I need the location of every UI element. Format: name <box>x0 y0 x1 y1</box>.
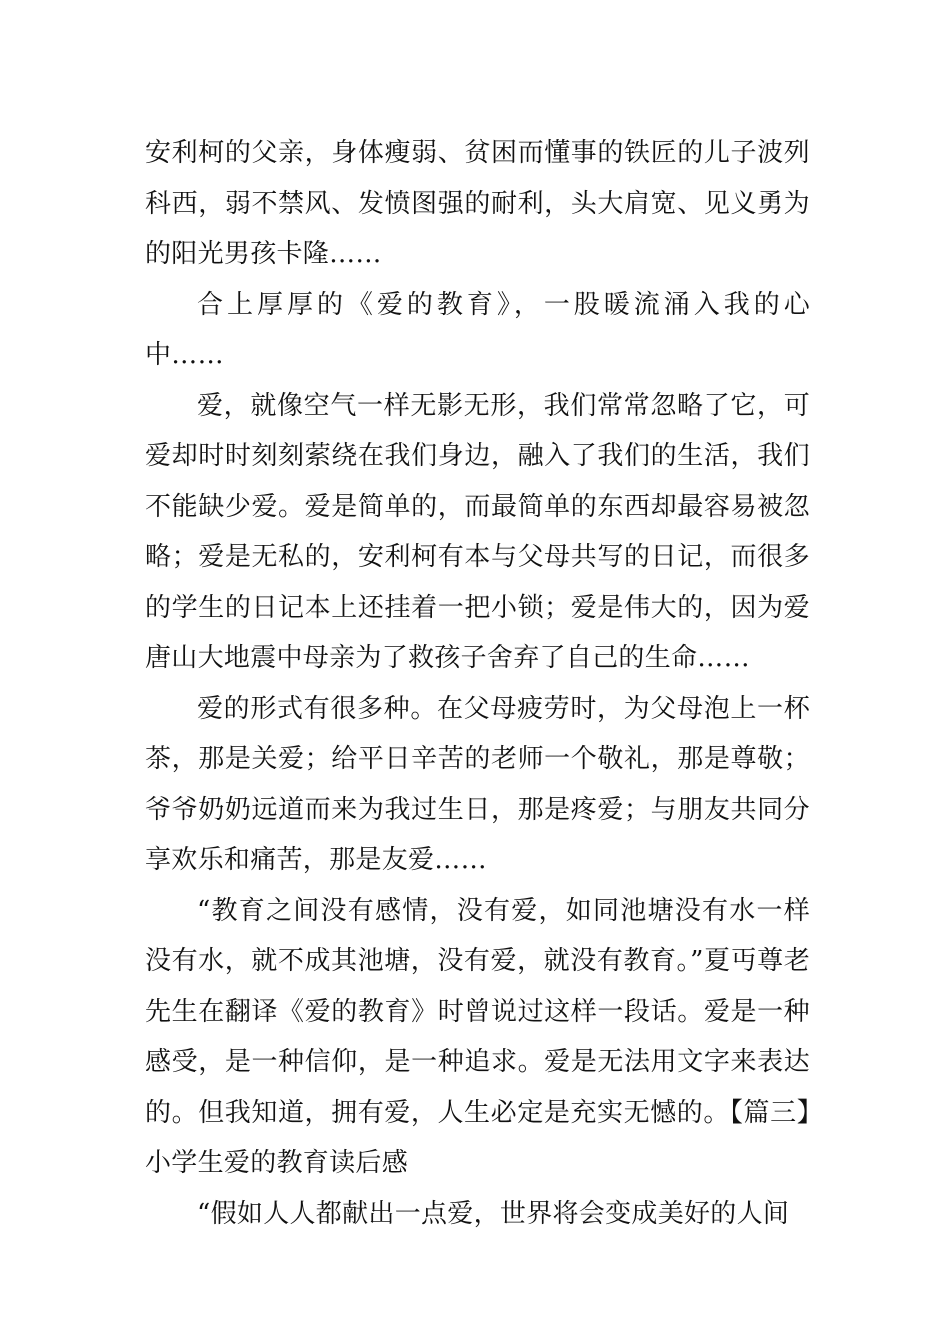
document-body <box>145 128 810 1239</box>
paragraph: “教育之间没有感情，没有爱，如同池塘没有水一样没有水，就不成其池塘，没有爱，就没有教育。”夏丏尊老先生在翻译《爱的教育》时曾说过这样一段话。爱是一种感受，是一种信仰，是一种追求。爱是无法用文字来表达的。但我知道，拥有爱，人生必定是充实无憾的。【篇三】小学生爱的教育读后感 <box>145 895 810 1178</box>
paragraph: 爱，就像空气一样无影无形，我们常常忽略了它，可爱却时时刻刻萦绕在我们身边，融入了我们的生活，我们不能缺少爱。爱是简单的，而最简单的东西却最容易被忽略；爱是无私的，安利柯有本与父母共写的日记，而很多的学生的日记本上还挂着一把小锁；爱是伟大的，因为爱唐山大地震中母亲为了救孩子舍弃了自己的生命…… <box>145 390 810 673</box>
paragraph: 合上厚厚的《爱的教育》，一股暖流涌入我的心中…… <box>145 289 810 370</box>
paragraph-continued: 安利柯的父亲，身体瘦弱、贫困而懂事的铁匠的儿子波列科西，弱不禁风、发愤图强的耐利，头大肩宽、见义勇为的阳光男孩卡隆…… <box>145 138 810 269</box>
paragraph: 爱的形式有很多种。在父母疲劳时，为父母泡上一杯茶，那是关爱；给平日辛苦的老师一个敬礼，那是尊敬；爷爷奶奶远道而来为我过生日，那是疼爱；与朋友共同分享欢乐和痛苦，那是友爱…… <box>145 693 810 875</box>
paragraph: “假如人人都献出一点爱，世界将会变成美好的人间 <box>197 1198 790 1229</box>
